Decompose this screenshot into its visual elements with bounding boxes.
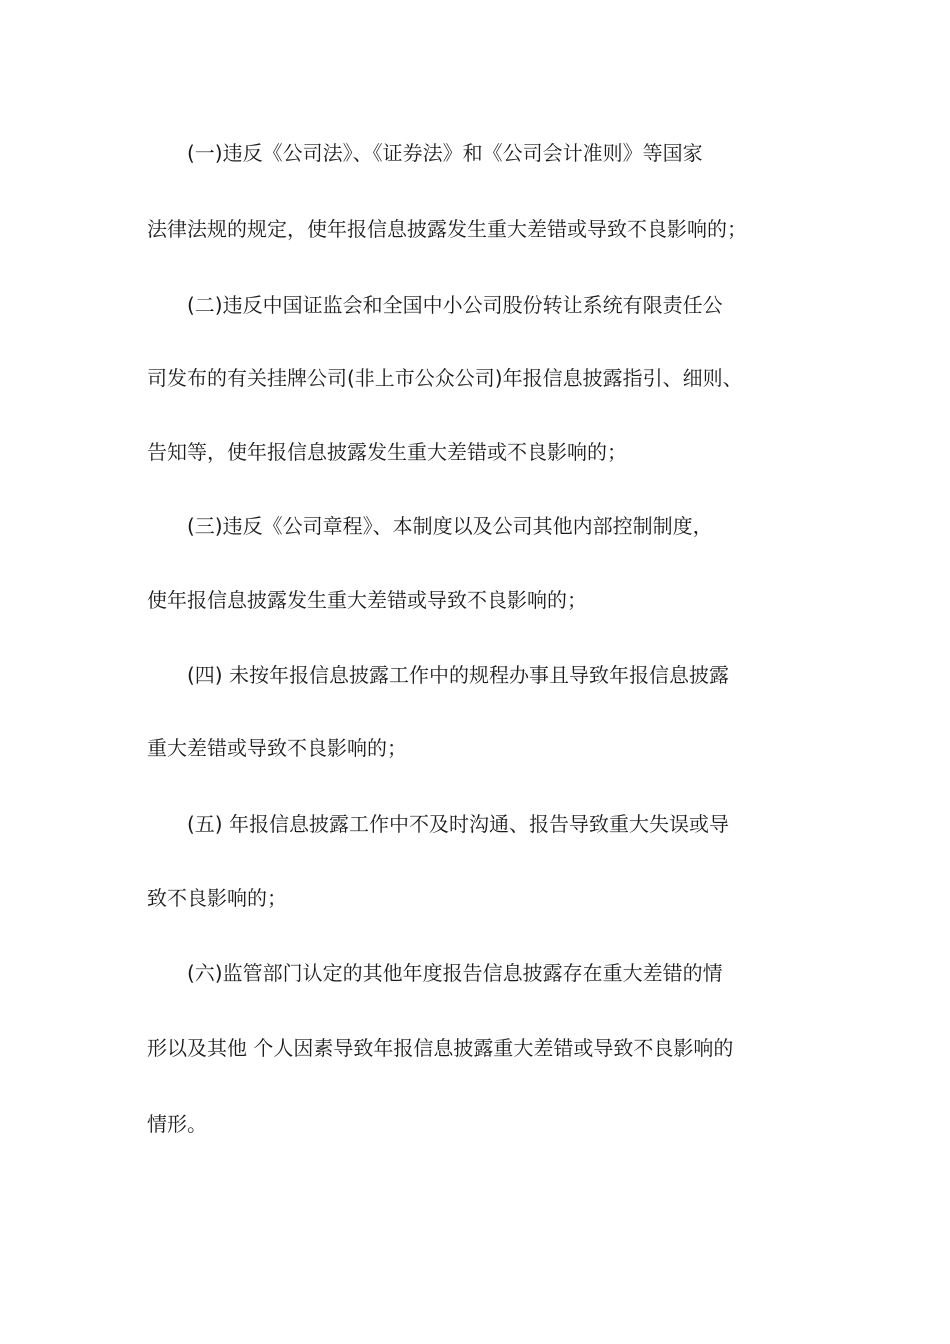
paragraph-2-line-1: (二)违反中国证监会和全国中小公司股份转让系统有限责任公 xyxy=(187,293,723,317)
paragraph-2-line-3: 告知等，使年报信息披露发生重大差错或不良影响的； xyxy=(147,440,627,464)
paragraph-6-line-1: (六)监管部门认定的其他年度报告信息披露存在重大差错的情 xyxy=(187,961,723,985)
paragraph-6-line-2: 形以及其他 个人因素导致年报信息披露重大差错或导致不良影响的 xyxy=(147,1036,734,1060)
paragraph-5-line-1: (五) 年报信息披露工作中不及时沟通、报告导致重大失误或导 xyxy=(187,812,729,836)
paragraph-5-line-2: 致不良影响的； xyxy=(147,886,287,910)
paragraph-4-line-2: 重大差错或导致不良影响的； xyxy=(147,736,407,760)
paragraph-3-line-1: (三)违反《公司章程》、本制度以及公司其他内部控制制度， xyxy=(187,514,713,538)
paragraph-3-line-2: 使年报信息披露发生重大差错或导致不良影响的； xyxy=(147,588,587,612)
paragraph-1-line-2: 法律法规的规定，使年报信息披露发生重大差错或导致不良影响的； xyxy=(147,217,747,241)
paragraph-1-line-1: (一)违反《公司法》、《证券法》和《公司会计准则》等国家 xyxy=(187,141,703,165)
paragraph-6-line-3: 情形。 xyxy=(147,1112,207,1136)
paragraph-2-line-2: 司发布的有关挂牌公司(非上市公众公司)年报信息披露指引、细则、 xyxy=(147,366,743,390)
paragraph-4-line-1: (四) 未按年报信息披露工作中的规程办事且导致年报信息披露 xyxy=(187,663,729,687)
